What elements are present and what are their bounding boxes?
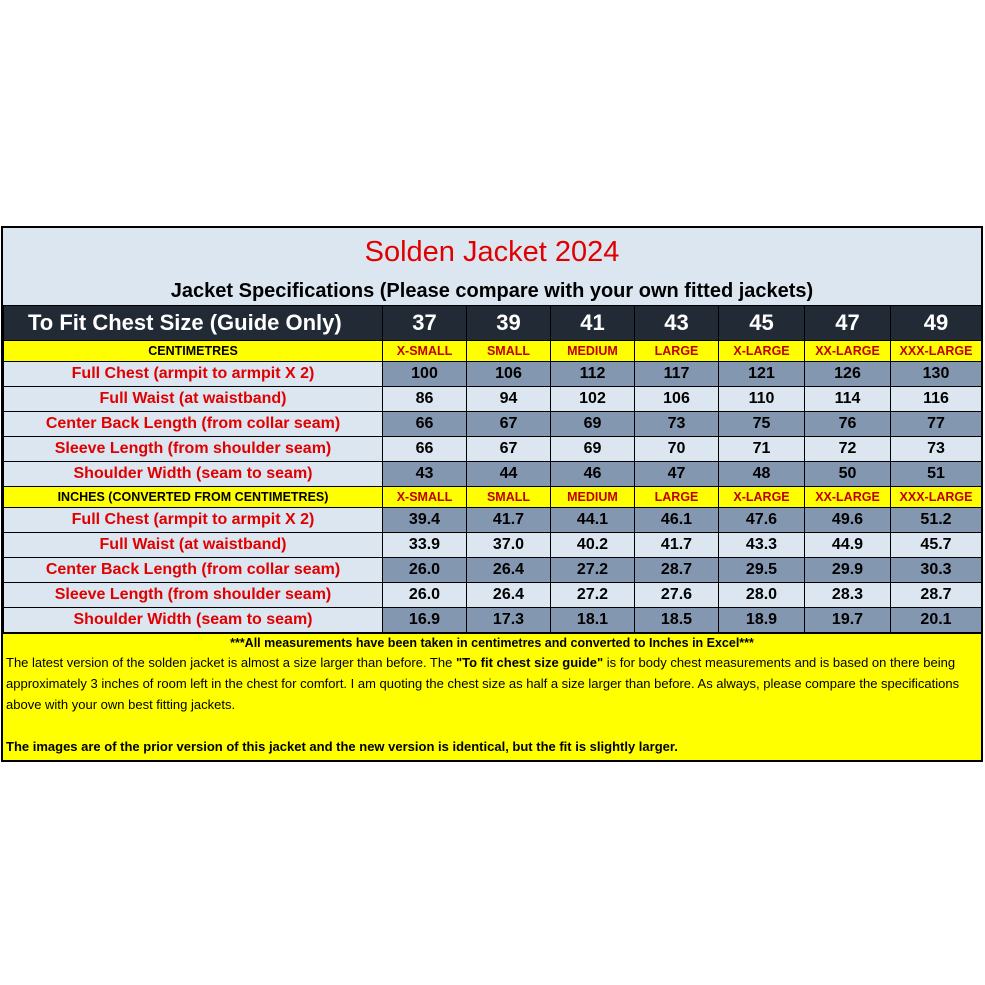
measurement-value: 26.0 — [383, 583, 467, 608]
measurement-value: 117 — [635, 362, 719, 387]
table-row — [4, 387, 982, 412]
size-name-cell: X-LARGE — [719, 341, 805, 362]
measurement-value: 45.7 — [891, 533, 982, 558]
measurement-value: 72 — [805, 437, 891, 462]
table-row — [4, 583, 982, 608]
size-name-cell: XXX-LARGE — [891, 487, 982, 508]
measurement-value: 86 — [383, 387, 467, 412]
measurement-value: 27.6 — [635, 583, 719, 608]
measurement-value: 28.7 — [891, 583, 982, 608]
measurement-label: Center Back Length (from collar seam) — [4, 412, 383, 437]
measurement-label: Full Chest (armpit to armpit X 2) — [4, 362, 383, 387]
measurement-value: 130 — [891, 362, 982, 387]
measurement-value: 73 — [891, 437, 982, 462]
measurement-value: 28.3 — [805, 583, 891, 608]
table-row — [4, 362, 982, 387]
chest-size-cell: 39 — [467, 306, 551, 341]
measurement-value: 102 — [551, 387, 635, 412]
notes-text-b: is for body chest measurements and is based on there being approximately 3 inches of room left in the chest for comfort. I am quoting the chest size as half a size larger than before. As always, please compare the specifications above with your own best fitting jackets. — [6, 655, 960, 712]
measurement-value: 106 — [635, 387, 719, 412]
centimetres-section-label: CENTIMETRES — [4, 341, 383, 362]
table-row — [4, 608, 982, 633]
measurement-value: 18.9 — [719, 608, 805, 633]
notes-headline: ***All measurements have been taken in centimetres and converted to Inches in Excel*** — [230, 636, 754, 650]
notes-paragraph — [6, 652, 978, 715]
measurement-value: 44 — [467, 462, 551, 487]
notes-bold-phrase: "To fit chest size guide" — [455, 655, 604, 670]
measurement-value: 18.1 — [551, 608, 635, 633]
size-chart — [1, 226, 983, 762]
spec-table — [3, 305, 982, 633]
measurement-value: 112 — [551, 362, 635, 387]
size-name-cell: X-SMALL — [383, 341, 467, 362]
measurement-value: 76 — [805, 412, 891, 437]
measurement-value: 46.1 — [635, 508, 719, 533]
notes-text-a: The latest version of the solden jacket is almost a size larger than before. The — [6, 655, 456, 670]
measurement-value: 49.6 — [805, 508, 891, 533]
measurement-value: 44.1 — [551, 508, 635, 533]
measurement-value: 67 — [467, 437, 551, 462]
measurement-value: 116 — [891, 387, 982, 412]
measurement-value: 114 — [805, 387, 891, 412]
chest-size-cell: 41 — [551, 306, 635, 341]
measurement-label: Shoulder Width (seam to seam) — [4, 608, 383, 633]
size-name-cell: MEDIUM — [551, 341, 635, 362]
measurement-value: 66 — [383, 412, 467, 437]
measurement-value: 46 — [551, 462, 635, 487]
inches-section-row — [4, 487, 982, 508]
measurement-value: 26.4 — [467, 583, 551, 608]
measurement-value: 51.2 — [891, 508, 982, 533]
measurement-value: 48 — [719, 462, 805, 487]
measurement-value: 94 — [467, 387, 551, 412]
measurement-value: 41.7 — [467, 508, 551, 533]
chest-size-label: To Fit Chest Size (Guide Only) — [4, 306, 383, 341]
measurement-value: 73 — [635, 412, 719, 437]
measurement-value: 16.9 — [383, 608, 467, 633]
inches-section-label: INCHES (CONVERTED FROM CENTIMETRES) — [4, 487, 383, 508]
centimetres-section-row — [4, 341, 982, 362]
measurement-value: 106 — [467, 362, 551, 387]
measurement-value: 28.0 — [719, 583, 805, 608]
chest-size-cell: 49 — [891, 306, 982, 341]
size-name-cell: XXX-LARGE — [891, 341, 982, 362]
measurement-value: 67 — [467, 412, 551, 437]
size-name-cell: XX-LARGE — [805, 487, 891, 508]
chest-size-cell: 45 — [719, 306, 805, 341]
chest-size-cell: 37 — [383, 306, 467, 341]
measurement-value: 100 — [383, 362, 467, 387]
size-name-cell: SMALL — [467, 341, 551, 362]
measurement-value: 39.4 — [383, 508, 467, 533]
measurement-value: 43.3 — [719, 533, 805, 558]
chart-subtitle: Jacket Specifications (Please compare with your own fitted jackets) — [170, 280, 814, 302]
measurement-value: 51 — [891, 462, 982, 487]
measurement-value: 18.5 — [635, 608, 719, 633]
measurement-value: 37.0 — [467, 533, 551, 558]
measurement-value: 70 — [635, 437, 719, 462]
measurement-value: 110 — [719, 387, 805, 412]
measurement-value: 33.9 — [383, 533, 467, 558]
measurement-value: 26.4 — [467, 558, 551, 583]
measurement-label: Center Back Length (from collar seam) — [4, 558, 383, 583]
size-name-cell: XX-LARGE — [805, 341, 891, 362]
measurement-value: 41.7 — [635, 533, 719, 558]
measurement-value: 19.7 — [805, 608, 891, 633]
chest-size-cell: 47 — [805, 306, 891, 341]
measurement-value: 47 — [635, 462, 719, 487]
measurement-value: 126 — [805, 362, 891, 387]
chest-size-row — [4, 306, 982, 341]
chest-size-cell: 43 — [635, 306, 719, 341]
measurement-value: 47.6 — [719, 508, 805, 533]
table-row — [4, 558, 982, 583]
measurement-value: 30.3 — [891, 558, 982, 583]
measurement-value: 29.5 — [719, 558, 805, 583]
size-name-cell: X-LARGE — [719, 487, 805, 508]
measurement-label: Full Chest (armpit to armpit X 2) — [4, 508, 383, 533]
measurement-value: 69 — [551, 412, 635, 437]
measurement-value: 29.9 — [805, 558, 891, 583]
measurement-value: 20.1 — [891, 608, 982, 633]
size-name-cell: LARGE — [635, 341, 719, 362]
measurement-value: 77 — [891, 412, 982, 437]
table-row — [4, 412, 982, 437]
measurement-value: 26.0 — [383, 558, 467, 583]
chart-header — [3, 228, 981, 305]
measurement-value: 27.2 — [551, 583, 635, 608]
size-name-cell: MEDIUM — [551, 487, 635, 508]
measurement-label: Sleeve Length (from shoulder seam) — [4, 437, 383, 462]
notes-box — [3, 633, 981, 760]
table-row — [4, 533, 982, 558]
measurement-value: 40.2 — [551, 533, 635, 558]
table-row — [4, 462, 982, 487]
size-name-cell: SMALL — [467, 487, 551, 508]
measurement-label: Sleeve Length (from shoulder seam) — [4, 583, 383, 608]
measurement-value: 44.9 — [805, 533, 891, 558]
measurement-value: 17.3 — [467, 608, 551, 633]
measurement-label: Shoulder Width (seam to seam) — [4, 462, 383, 487]
size-name-cell: LARGE — [635, 487, 719, 508]
measurement-label: Full Waist (at waistband) — [4, 387, 383, 412]
chart-title: Solden Jacket 2024 — [364, 236, 620, 268]
table-row — [4, 508, 982, 533]
measurement-value: 50 — [805, 462, 891, 487]
measurement-value: 121 — [719, 362, 805, 387]
size-name-cell: X-SMALL — [383, 487, 467, 508]
measurement-value: 69 — [551, 437, 635, 462]
table-row — [4, 437, 982, 462]
measurement-value: 27.2 — [551, 558, 635, 583]
measurement-value: 66 — [383, 437, 467, 462]
notes-footer: The images are of the prior version of this jacket and the new version is identical, but the fit is slightly larger. — [6, 739, 678, 754]
measurement-value: 71 — [719, 437, 805, 462]
measurement-value: 28.7 — [635, 558, 719, 583]
measurement-label: Full Waist (at waistband) — [4, 533, 383, 558]
measurement-value: 75 — [719, 412, 805, 437]
measurement-value: 43 — [383, 462, 467, 487]
